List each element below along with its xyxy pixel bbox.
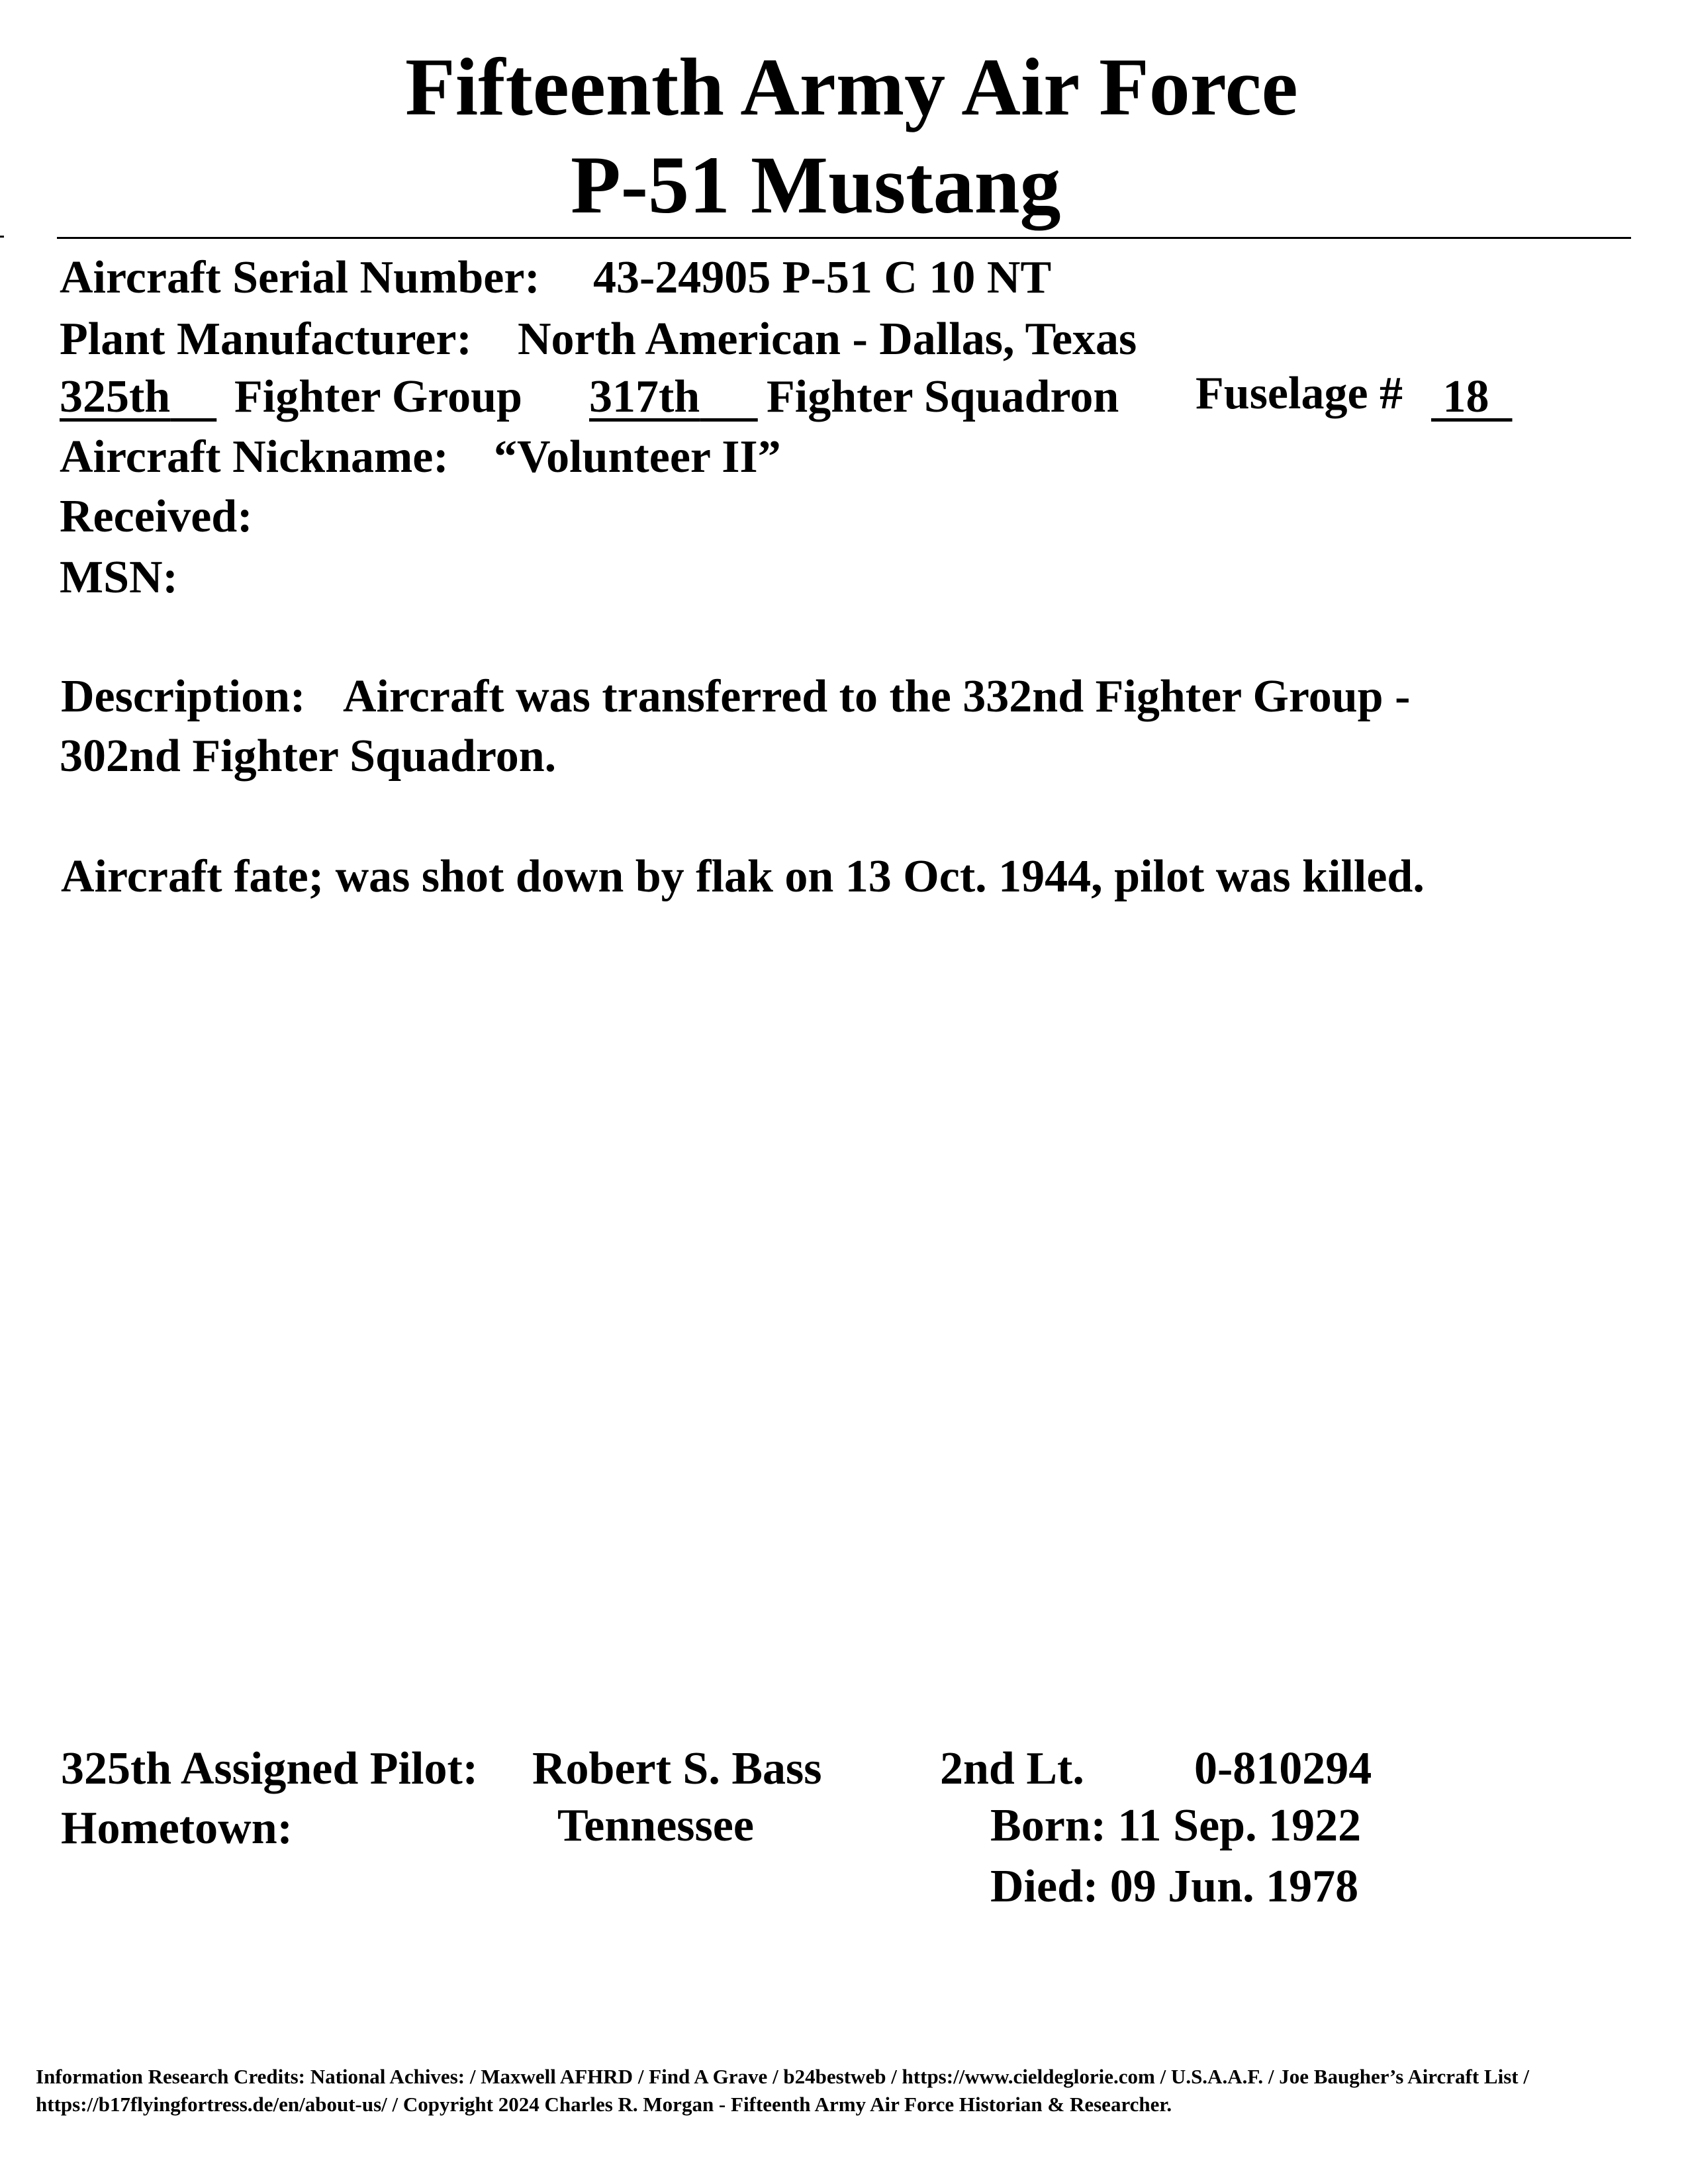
aircraft-fate: Aircraft fate; was shot down by flak on 13 Oct. 1944, pilot was killed. bbox=[61, 851, 1425, 902]
pilot-born: Born: 11 Sep. 1922 bbox=[990, 1800, 1362, 1851]
pilot-rank: 2nd Lt. bbox=[940, 1743, 1084, 1794]
pilot-died: Died: 09 Jun. 1978 bbox=[990, 1861, 1359, 1912]
nickname-value: “Volunteer II” bbox=[494, 432, 781, 482]
hometown-label: Hometown: bbox=[61, 1803, 293, 1854]
group-value bbox=[60, 371, 216, 422]
fuselage-value-text: 18 bbox=[1442, 371, 1489, 422]
pilot-service-number: 0-810294 bbox=[1194, 1743, 1372, 1794]
page-title: Fifteenth Army Air Force bbox=[405, 42, 1298, 132]
group-label: Fighter Group bbox=[234, 371, 522, 422]
fuselage-label: Fuselage # bbox=[1196, 368, 1403, 419]
serial-label: Aircraft Serial Number: bbox=[60, 252, 540, 303]
hometown-value: Tennessee bbox=[557, 1800, 754, 1851]
group-value-text: 325th bbox=[60, 371, 171, 422]
assigned-pilot-label: 325th Assigned Pilot: bbox=[61, 1743, 479, 1794]
pilot-name: Robert S. Bass bbox=[532, 1743, 822, 1794]
description-line2: 302nd Fighter Squadron. bbox=[60, 731, 557, 782]
description-label: Description: bbox=[61, 671, 306, 722]
plant-label: Plant Manufacturer: bbox=[60, 314, 472, 365]
nickname-label: Aircraft Nickname: bbox=[60, 432, 449, 482]
received-label: Received: bbox=[60, 491, 253, 542]
msn-label: MSN: bbox=[60, 552, 178, 603]
squadron-value-text: 317th bbox=[589, 371, 700, 422]
squadron-label: Fighter Squadron bbox=[767, 371, 1119, 422]
header-divider bbox=[57, 237, 1631, 239]
serial-value: 43-24905 P-51 C 10 NT bbox=[593, 252, 1052, 303]
squadron-value bbox=[589, 371, 758, 422]
fuselage-value bbox=[1431, 371, 1513, 422]
description-line1: Aircraft was transferred to the 332nd Fighter Group - bbox=[343, 671, 1411, 722]
credits-line2: https://b17flyingfortress.de/en/about-us/ / Copyright 2024 Charles R. Morgan - Fifteenth Army Air Force Historian & Researcher. bbox=[36, 2093, 1172, 2116]
plant-value: North American - Dallas, Texas bbox=[518, 314, 1137, 365]
page-subtitle: P-51 Mustang bbox=[571, 140, 1061, 230]
margin-mark bbox=[0, 236, 4, 238]
credits-line1: Information Research Credits: National Achives: / Maxwell AFHRD / Find A Grave / b24bestweb / https://www.cieldeglorie.com / U.S.A.A.F. / Joe Baugher’s Aircraft List / bbox=[36, 2065, 1529, 2088]
